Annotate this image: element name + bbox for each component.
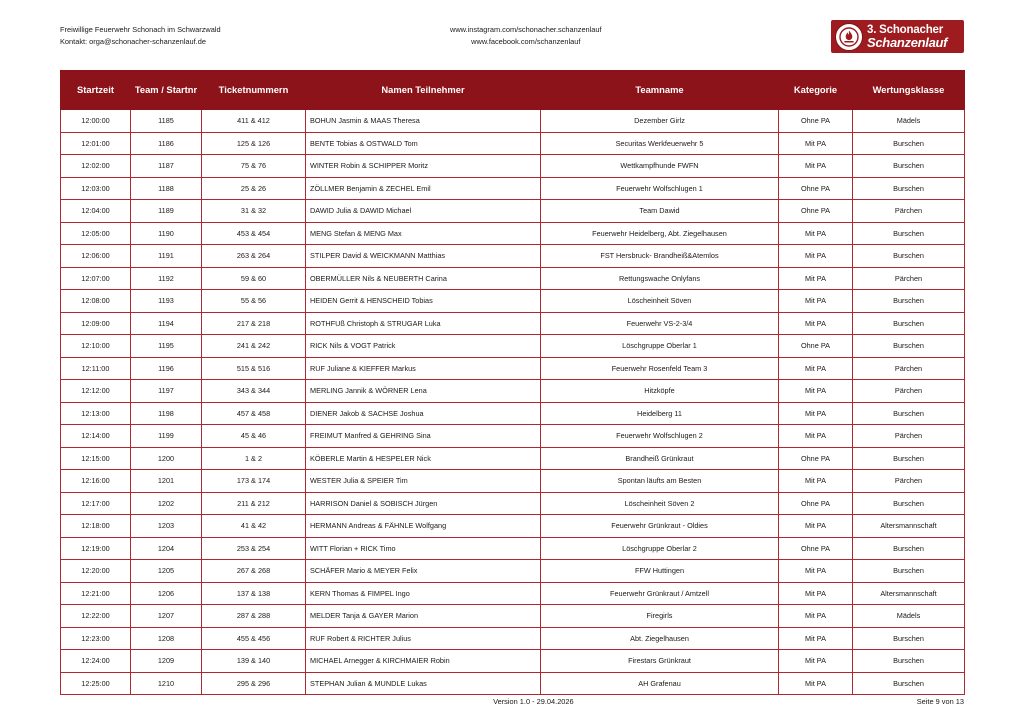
cell-kategorie: Mit PA bbox=[779, 132, 853, 155]
cell-namen: ROTHFUß Christoph & STRUGAR Luka bbox=[306, 312, 541, 335]
cell-kategorie: Ohne PA bbox=[779, 492, 853, 515]
cell-kategorie: Mit PA bbox=[779, 155, 853, 178]
cell-kategorie: Mit PA bbox=[779, 627, 853, 650]
column-header-team-startnr-label: Team / Startnr bbox=[134, 83, 198, 95]
table-row bbox=[61, 335, 965, 358]
cell-namen: KERN Thomas & FIMPEL Ingo bbox=[306, 582, 541, 605]
cell-team-startnr: 1195 bbox=[131, 335, 202, 358]
table-row bbox=[61, 200, 965, 223]
cell-wertungsklasse: Burschen bbox=[853, 560, 965, 583]
cell-namen: HEIDEN Gerrit & HENSCHEID Tobias bbox=[306, 290, 541, 313]
cell-teamname: Löschgruppe Oberlar 2 bbox=[541, 537, 779, 560]
cell-team-startnr: 1199 bbox=[131, 425, 202, 448]
cell-startzeit: 12:11:00 bbox=[61, 357, 131, 380]
table-body bbox=[61, 110, 965, 695]
cell-startzeit: 12:02:00 bbox=[61, 155, 131, 178]
cell-team-startnr: 1207 bbox=[131, 605, 202, 628]
cell-namen: BENTE Tobias & OSTWALD Tom bbox=[306, 132, 541, 155]
cell-wertungsklasse: Burschen bbox=[853, 222, 965, 245]
table-row bbox=[61, 222, 965, 245]
cell-wertungsklasse: Pärchen bbox=[853, 200, 965, 223]
cell-ticketnummern: 515 & 516 bbox=[202, 357, 306, 380]
cell-ticketnummern: 211 & 212 bbox=[202, 492, 306, 515]
cell-namen: RUF Robert & RICHTER Julius bbox=[306, 627, 541, 650]
cell-kategorie: Ohne PA bbox=[779, 537, 853, 560]
cell-team-startnr: 1206 bbox=[131, 582, 202, 605]
cell-wertungsklasse: Burschen bbox=[853, 132, 965, 155]
cell-startzeit: 12:15:00 bbox=[61, 447, 131, 470]
cell-team-startnr: 1198 bbox=[131, 402, 202, 425]
cell-team-startnr: 1191 bbox=[131, 245, 202, 268]
cell-ticketnummern: 45 & 46 bbox=[202, 425, 306, 448]
cell-teamname: Team Dawid bbox=[541, 200, 779, 223]
event-logo-line2: Schanzenlauf bbox=[867, 34, 948, 50]
cell-namen: MENG Stefan & MENG Max bbox=[306, 222, 541, 245]
table-row bbox=[61, 582, 965, 605]
cell-startzeit: 12:14:00 bbox=[61, 425, 131, 448]
cell-kategorie: Mit PA bbox=[779, 672, 853, 695]
startlist-table bbox=[60, 70, 965, 695]
column-header-namen-teilnehmer: Namen Teilnehmer bbox=[306, 71, 541, 110]
column-header-team-startnr bbox=[131, 71, 202, 110]
cell-kategorie: Mit PA bbox=[779, 650, 853, 673]
cell-team-startnr: 1185 bbox=[131, 110, 202, 133]
cell-team-startnr: 1188 bbox=[131, 177, 202, 200]
cell-ticketnummern: 343 & 344 bbox=[202, 380, 306, 403]
table-row bbox=[61, 177, 965, 200]
cell-wertungsklasse: Burschen bbox=[853, 650, 965, 673]
cell-ticketnummern: 263 & 264 bbox=[202, 245, 306, 268]
cell-namen: KÖBERLE Martin & HESPELER Nick bbox=[306, 447, 541, 470]
table-row bbox=[61, 470, 965, 493]
table-row bbox=[61, 672, 965, 695]
table-header bbox=[61, 71, 965, 110]
cell-namen: RICK Nils & VOGT Patrick bbox=[306, 335, 541, 358]
cell-namen: MICHAEL Arnegger & KIRCHMAIER Robin bbox=[306, 650, 541, 673]
cell-kategorie: Mit PA bbox=[779, 267, 853, 290]
cell-wertungsklasse: Mädels bbox=[853, 110, 965, 133]
cell-ticketnummern: 55 & 56 bbox=[202, 290, 306, 313]
cell-kategorie: Mit PA bbox=[779, 560, 853, 583]
cell-teamname: Abt. Ziegelhausen bbox=[541, 627, 779, 650]
column-header-teamname: Teamname bbox=[541, 71, 779, 110]
cell-teamname: Feuerwehr Grünkraut - Oldies bbox=[541, 515, 779, 538]
event-logo bbox=[831, 20, 964, 53]
cell-team-startnr: 1189 bbox=[131, 200, 202, 223]
cell-kategorie: Ohne PA bbox=[779, 177, 853, 200]
cell-ticketnummern: 31 & 32 bbox=[202, 200, 306, 223]
cell-kategorie: Mit PA bbox=[779, 222, 853, 245]
cell-kategorie: Mit PA bbox=[779, 357, 853, 380]
cell-wertungsklasse: Altersmannschaft bbox=[853, 515, 965, 538]
organizer-contact: Kontakt: orga@schonacher-schanzenlauf.de bbox=[60, 37, 206, 46]
cell-wertungsklasse: Pärchen bbox=[853, 425, 965, 448]
facebook-link: www.facebook.com/schanzenlauf bbox=[471, 37, 581, 46]
cell-teamname: Löscheinheit Söven 2 bbox=[541, 492, 779, 515]
cell-ticketnummern: 241 & 242 bbox=[202, 335, 306, 358]
cell-startzeit: 12:00:00 bbox=[61, 110, 131, 133]
cell-ticketnummern: 125 & 126 bbox=[202, 132, 306, 155]
table-row bbox=[61, 155, 965, 178]
cell-teamname: Feuerwehr Rosenfeld Team 3 bbox=[541, 357, 779, 380]
cell-ticketnummern: 173 & 174 bbox=[202, 470, 306, 493]
cell-ticketnummern: 287 & 288 bbox=[202, 605, 306, 628]
cell-kategorie: Mit PA bbox=[779, 605, 853, 628]
fire-brigade-badge-icon bbox=[835, 23, 863, 51]
cell-ticketnummern: 457 & 458 bbox=[202, 402, 306, 425]
cell-team-startnr: 1197 bbox=[131, 380, 202, 403]
cell-teamname: AH Grafenau bbox=[541, 672, 779, 695]
table-row bbox=[61, 627, 965, 650]
cell-startzeit: 12:06:00 bbox=[61, 245, 131, 268]
document-version: Version 1.0 - 29.04.2026 bbox=[493, 697, 574, 706]
cell-ticketnummern: 253 & 254 bbox=[202, 537, 306, 560]
organizer-info bbox=[60, 20, 221, 48]
cell-teamname: Firegirls bbox=[541, 605, 779, 628]
cell-teamname: Rettungswache Onlyfans bbox=[541, 267, 779, 290]
cell-kategorie: Mit PA bbox=[779, 515, 853, 538]
cell-kategorie: Ohne PA bbox=[779, 447, 853, 470]
cell-startzeit: 12:19:00 bbox=[61, 537, 131, 560]
table-row bbox=[61, 447, 965, 470]
cell-startzeit: 12:21:00 bbox=[61, 582, 131, 605]
event-logo-line1: 3. Schonacher bbox=[867, 23, 944, 36]
table-row bbox=[61, 245, 965, 268]
cell-wertungsklasse: Burschen bbox=[853, 672, 965, 695]
column-header-kategorie: Kategorie bbox=[779, 71, 853, 110]
cell-wertungsklasse: Burschen bbox=[853, 492, 965, 515]
cell-namen: DIENER Jakob & SACHSE Joshua bbox=[306, 402, 541, 425]
cell-wertungsklasse: Burschen bbox=[853, 245, 965, 268]
cell-startzeit: 12:04:00 bbox=[61, 200, 131, 223]
cell-teamname: Feuerwehr Grünkraut / Amtzell bbox=[541, 582, 779, 605]
social-links bbox=[221, 20, 831, 48]
cell-kategorie: Mit PA bbox=[779, 290, 853, 313]
cell-wertungsklasse: Pärchen bbox=[853, 267, 965, 290]
cell-wertungsklasse: Burschen bbox=[853, 335, 965, 358]
cell-team-startnr: 1208 bbox=[131, 627, 202, 650]
cell-ticketnummern: 41 & 42 bbox=[202, 515, 306, 538]
cell-namen: MERLING Jannik & WÖRNER Lena bbox=[306, 380, 541, 403]
cell-startzeit: 12:12:00 bbox=[61, 380, 131, 403]
cell-kategorie: Mit PA bbox=[779, 312, 853, 335]
cell-namen: OBERMÜLLER Nils & NEUBERTH Carina bbox=[306, 267, 541, 290]
cell-teamname: Brandheiß Grünkraut bbox=[541, 447, 779, 470]
cell-ticketnummern: 25 & 26 bbox=[202, 177, 306, 200]
cell-teamname: Wettkampfhunde FWFN bbox=[541, 155, 779, 178]
cell-teamname: Feuerwehr Wolfschlugen 2 bbox=[541, 425, 779, 448]
table-row bbox=[61, 515, 965, 538]
cell-teamname: Heidelberg 11 bbox=[541, 402, 779, 425]
cell-team-startnr: 1205 bbox=[131, 560, 202, 583]
column-header-ticketnummern: Ticketnummern bbox=[202, 71, 306, 110]
cell-namen: ZÖLLMER Benjamin & ZECHEL Emil bbox=[306, 177, 541, 200]
table-row bbox=[61, 110, 965, 133]
cell-kategorie: Mit PA bbox=[779, 402, 853, 425]
cell-wertungsklasse: Burschen bbox=[853, 155, 965, 178]
cell-ticketnummern: 137 & 138 bbox=[202, 582, 306, 605]
table-row bbox=[61, 425, 965, 448]
cell-startzeit: 12:23:00 bbox=[61, 627, 131, 650]
cell-startzeit: 12:25:00 bbox=[61, 672, 131, 695]
cell-wertungsklasse: Burschen bbox=[853, 537, 965, 560]
cell-namen: HARRISON Daniel & SOBISCH Jürgen bbox=[306, 492, 541, 515]
cell-wertungsklasse: Burschen bbox=[853, 177, 965, 200]
organizer-name: Freiwillige Feuerwehr Schonach im Schwarzwald bbox=[60, 25, 221, 34]
cell-namen: BOHUN Jasmin & MAAS Theresa bbox=[306, 110, 541, 133]
cell-teamname: Securitas Werkfeuerwehr 5 bbox=[541, 132, 779, 155]
cell-startzeit: 12:09:00 bbox=[61, 312, 131, 335]
cell-wertungsklasse: Pärchen bbox=[853, 380, 965, 403]
cell-kategorie: Ohne PA bbox=[779, 110, 853, 133]
table-row bbox=[61, 605, 965, 628]
cell-team-startnr: 1196 bbox=[131, 357, 202, 380]
cell-namen: RUF Juliane & KIEFFER Markus bbox=[306, 357, 541, 380]
cell-startzeit: 12:03:00 bbox=[61, 177, 131, 200]
page-footer bbox=[60, 697, 964, 706]
cell-kategorie: Mit PA bbox=[779, 425, 853, 448]
cell-wertungsklasse: Pärchen bbox=[853, 357, 965, 380]
column-header-wertungsklasse: Wertungsklasse bbox=[853, 71, 965, 110]
cell-ticketnummern: 59 & 60 bbox=[202, 267, 306, 290]
cell-startzeit: 12:22:00 bbox=[61, 605, 131, 628]
cell-startzeit: 12:18:00 bbox=[61, 515, 131, 538]
page-number: Seite 9 von 13 bbox=[916, 697, 964, 706]
table-row bbox=[61, 402, 965, 425]
cell-teamname: Löschgruppe Oberlar 1 bbox=[541, 335, 779, 358]
cell-team-startnr: 1201 bbox=[131, 470, 202, 493]
table-row bbox=[61, 537, 965, 560]
table-row bbox=[61, 132, 965, 155]
column-header-startzeit: Startzeit bbox=[61, 71, 131, 110]
cell-wertungsklasse: Burschen bbox=[853, 402, 965, 425]
table-row bbox=[61, 290, 965, 313]
cell-namen: FREIMUT Manfred & GEHRING Sina bbox=[306, 425, 541, 448]
cell-namen: WESTER Julia & SPEIER Tim bbox=[306, 470, 541, 493]
cell-wertungsklasse: Pärchen bbox=[853, 470, 965, 493]
cell-teamname: Hitzköpfe bbox=[541, 380, 779, 403]
cell-teamname: FST Hersbruck- Brandheiß&Atemlos bbox=[541, 245, 779, 268]
cell-namen: DAWID Julia & DAWID Michael bbox=[306, 200, 541, 223]
cell-kategorie: Ohne PA bbox=[779, 200, 853, 223]
cell-startzeit: 12:08:00 bbox=[61, 290, 131, 313]
cell-startzeit: 12:07:00 bbox=[61, 267, 131, 290]
cell-wertungsklasse: Burschen bbox=[853, 290, 965, 313]
table-row bbox=[61, 492, 965, 515]
cell-startzeit: 12:10:00 bbox=[61, 335, 131, 358]
cell-startzeit: 12:17:00 bbox=[61, 492, 131, 515]
cell-namen: WITT Florian + RICK Timo bbox=[306, 537, 541, 560]
cell-team-startnr: 1192 bbox=[131, 267, 202, 290]
table-row bbox=[61, 357, 965, 380]
cell-team-startnr: 1204 bbox=[131, 537, 202, 560]
table-row bbox=[61, 267, 965, 290]
cell-startzeit: 12:16:00 bbox=[61, 470, 131, 493]
cell-namen: WINTER Robin & SCHIPPER Moritz bbox=[306, 155, 541, 178]
cell-team-startnr: 1190 bbox=[131, 222, 202, 245]
cell-teamname: Feuerwehr VS-2-3/4 bbox=[541, 312, 779, 335]
cell-namen: SCHÄFER Mario & MEYER Felix bbox=[306, 560, 541, 583]
cell-wertungsklasse: Mädels bbox=[853, 605, 965, 628]
cell-teamname: Firestars Grünkraut bbox=[541, 650, 779, 673]
cell-team-startnr: 1200 bbox=[131, 447, 202, 470]
cell-namen: STEPHAN Julian & MUNDLE Lukas bbox=[306, 672, 541, 695]
cell-teamname: Feuerwehr Wolfschlugen 1 bbox=[541, 177, 779, 200]
cell-ticketnummern: 217 & 218 bbox=[202, 312, 306, 335]
cell-teamname: FFW Huttingen bbox=[541, 560, 779, 583]
event-logo-text bbox=[867, 24, 947, 50]
cell-kategorie: Mit PA bbox=[779, 245, 853, 268]
cell-namen: MELDER Tanja & GAYER Marion bbox=[306, 605, 541, 628]
cell-team-startnr: 1209 bbox=[131, 650, 202, 673]
table-row bbox=[61, 560, 965, 583]
cell-team-startnr: 1210 bbox=[131, 672, 202, 695]
cell-ticketnummern: 75 & 76 bbox=[202, 155, 306, 178]
cell-kategorie: Mit PA bbox=[779, 380, 853, 403]
cell-team-startnr: 1187 bbox=[131, 155, 202, 178]
cell-team-startnr: 1194 bbox=[131, 312, 202, 335]
cell-ticketnummern: 1 & 2 bbox=[202, 447, 306, 470]
cell-team-startnr: 1202 bbox=[131, 492, 202, 515]
cell-wertungsklasse: Burschen bbox=[853, 447, 965, 470]
table-row bbox=[61, 650, 965, 673]
cell-teamname: Dezember Girlz bbox=[541, 110, 779, 133]
cell-teamname: Spontan läufts am Besten bbox=[541, 470, 779, 493]
cell-startzeit: 12:01:00 bbox=[61, 132, 131, 155]
page-header bbox=[60, 20, 964, 60]
cell-kategorie: Ohne PA bbox=[779, 335, 853, 358]
cell-wertungsklasse: Altersmannschaft bbox=[853, 582, 965, 605]
cell-namen: HERMANN Andreas & FÄHNLE Wolfgang bbox=[306, 515, 541, 538]
cell-ticketnummern: 411 & 412 bbox=[202, 110, 306, 133]
cell-ticketnummern: 455 & 456 bbox=[202, 627, 306, 650]
cell-ticketnummern: 267 & 268 bbox=[202, 560, 306, 583]
cell-wertungsklasse: Burschen bbox=[853, 312, 965, 335]
cell-team-startnr: 1193 bbox=[131, 290, 202, 313]
table-row bbox=[61, 380, 965, 403]
cell-startzeit: 12:05:00 bbox=[61, 222, 131, 245]
cell-ticketnummern: 139 & 140 bbox=[202, 650, 306, 673]
cell-teamname: Löscheinheit Söven bbox=[541, 290, 779, 313]
cell-team-startnr: 1186 bbox=[131, 132, 202, 155]
cell-namen: STILPER David & WEICKMANN Matthias bbox=[306, 245, 541, 268]
cell-teamname: Feuerwehr Heidelberg, Abt. Ziegelhausen bbox=[541, 222, 779, 245]
cell-kategorie: Mit PA bbox=[779, 470, 853, 493]
cell-ticketnummern: 453 & 454 bbox=[202, 222, 306, 245]
cell-startzeit: 12:13:00 bbox=[61, 402, 131, 425]
cell-team-startnr: 1203 bbox=[131, 515, 202, 538]
table-header-row bbox=[61, 71, 965, 110]
instagram-link: www.instagram.com/schonacher.schanzenlauf bbox=[450, 25, 602, 34]
cell-startzeit: 12:20:00 bbox=[61, 560, 131, 583]
cell-ticketnummern: 295 & 296 bbox=[202, 672, 306, 695]
cell-wertungsklasse: Burschen bbox=[853, 627, 965, 650]
cell-kategorie: Mit PA bbox=[779, 582, 853, 605]
cell-startzeit: 12:24:00 bbox=[61, 650, 131, 673]
table-row bbox=[61, 312, 965, 335]
